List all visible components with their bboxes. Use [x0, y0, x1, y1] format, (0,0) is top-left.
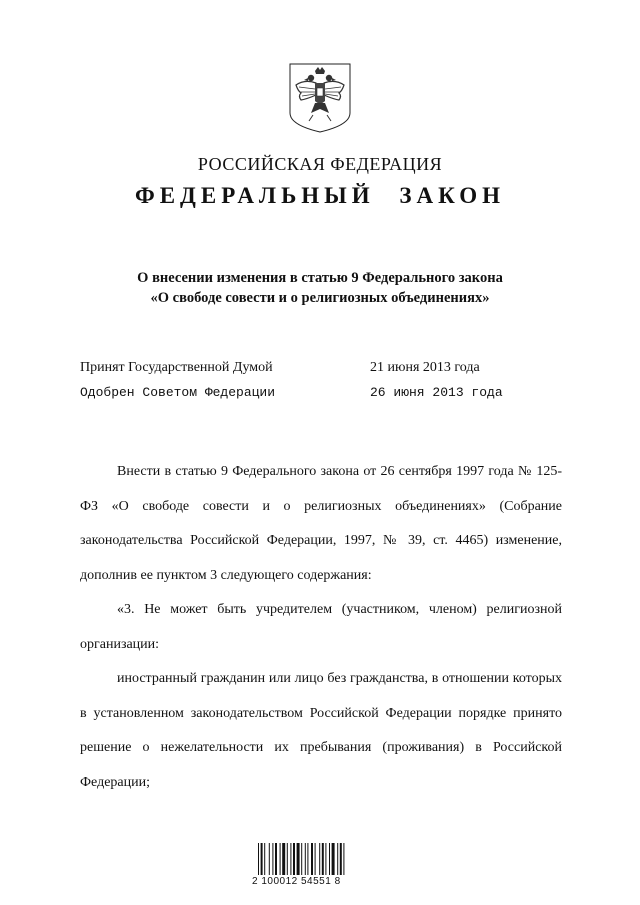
law-body [80, 455, 562, 800]
adoption-date: 21 июня 2013 года [370, 360, 480, 375]
barcode [258, 843, 386, 875]
double-headed-eagle-icon [289, 63, 351, 133]
adoption-label: Принят Государственной Думой [80, 360, 273, 375]
coat-of-arms-emblem [289, 63, 351, 133]
document-type-title: ФЕДЕРАЛЬНЫЙ ЗАКОН [134, 183, 506, 208]
country-name: РОССИЙСКАЯ ФЕДЕРАЦИЯ [197, 154, 443, 174]
barcode-number: 2 100012 54551 8 [252, 876, 341, 887]
subject-line-2: «О свободе совести и о религиозных объединениях» [150, 290, 490, 306]
subject-line-1: О внесении изменения в статью 9 Федерального закона [137, 270, 503, 286]
body-paragraph-2: «3. Не может быть учредителем (участником, членом) религиозной организации: [80, 602, 562, 652]
body-paragraph-1: Внести в статью 9 Федерального закона от 26 сентября 1997 года № 125-ФЗ «О свободе совести и о религиозных объединениях» (Собрание законодательства Российской Федерации, 1997, № 39, ст. 4465) изменение, дополнив ее пунктом 3 следующего содержания: [80, 464, 562, 583]
approval-label: Одобрен Советом Федерации [80, 385, 276, 400]
barcode-icon [258, 843, 386, 875]
law-subject [0, 268, 640, 308]
approval-date: 26 июня 2013 года [370, 385, 503, 400]
body-paragraph-3: иностранный гражданин или лицо без гражданства, в отношении которых в установленном законодательством Российской Федерации порядке принято решение о нежелательности их пребывания (проживания) в Российской Федерации; [80, 671, 562, 790]
